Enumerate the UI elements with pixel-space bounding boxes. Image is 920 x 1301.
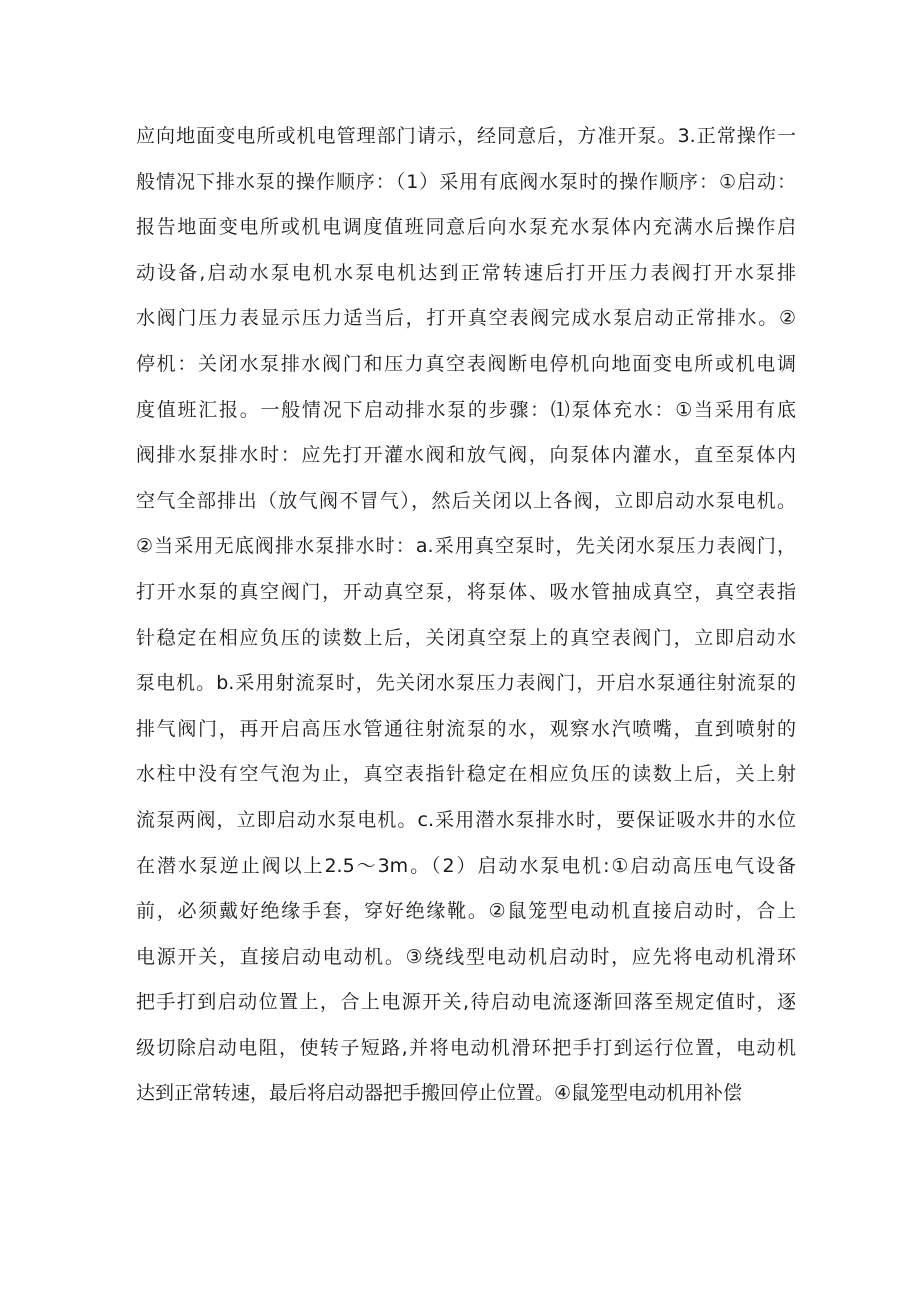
text-line: 达到正常转速，最后将启动器把手搬回停止位置。④鼠笼型电动机用补偿 [136, 1082, 743, 1105]
text-line: 水阀门压力表显示压力适当后，打开真空表阀完成水泵启动正常排水。② [136, 307, 796, 330]
text-line: 在潜水泵逆止阀以上2.5～3m。（2）启动水泵电机:①启动高压电气设备 [136, 854, 796, 877]
text-line: ②当采用无底阀排水泵排水时：a.采用真空泵时，先关闭水泵压力表阀门， [136, 535, 796, 558]
text-line: 阀排水泵排水时：应先打开灌水阀和放气阀，向泵体内灌水，直至泵体内 [136, 444, 796, 467]
text-line: 排气阀门，再开启高压水管通往射流泵的水，观察水汽喷嘴，直到喷射的 [136, 717, 796, 740]
text-line: 针稳定在相应负压的读数上后，关闭真空泵上的真空表阀门，立即启动水 [136, 626, 796, 649]
text-line: 打开水泵的真空阀门，开动真空泵，将泵体、吸水管抽成真空，真空表指 [136, 580, 796, 603]
text-line: 把手打到启动位置上，合上电源开关,待启动电流逐渐回落至规定值时，逐 [136, 991, 796, 1014]
text-line: 前，必须戴好绝缘手套，穿好绝缘靴。②鼠笼型电动机直接启动时，合上 [136, 900, 796, 923]
text-line: 级切除启动电阻，使转子短路,并将电动机滑环把手打到运行位置，电动机 [136, 1036, 796, 1059]
text-line: 电源开关，直接启动电动机。③绕线型电动机启动时，应先将电动机滑环 [136, 945, 796, 968]
text-line: 水柱中没有空气泡为止，真空表指针稳定在相应负压的读数上后，关上射 [136, 763, 796, 786]
text-line: 停机：关闭水泵排水阀门和压力真空表阀断电停机向地面变电所或机电调 [136, 352, 796, 375]
text-line: 流泵两阀，立即启动水泵电机。c.采用潜水泵排水时，要保证吸水井的水位 [136, 808, 796, 831]
text-line: 空气全部排出（放气阀不冒气），然后关闭以上各阀，立即启动水泵电机。 [136, 489, 796, 512]
text-line: 泵电机。b.采用射流泵时，先关闭水泵压力表阀门，开启水泵通往射流泵的 [136, 672, 796, 695]
text-line: 应向地面变电所或机电管理部门请示，经同意后，方准开泵。3.正常操作一 [136, 125, 796, 147]
text-line: 报告地面变电所或机电调度值班同意后向水泵充水泵体内充满水后操作启 [136, 216, 796, 239]
text-line: 般情况下排水泵的操作顺序：（1）采用有底阀水泵时的操作顺序：①启动： [136, 170, 796, 193]
body-paragraph [136, 114, 796, 1117]
text-line: 度值班汇报。一般情况下启动排水泵的步骤：⑴泵体充水：①当采用有底 [136, 398, 796, 421]
text-line: 动设备,启动水泵电机水泵电机达到正常转速后打开压力表阀打开水泵排 [136, 261, 796, 284]
